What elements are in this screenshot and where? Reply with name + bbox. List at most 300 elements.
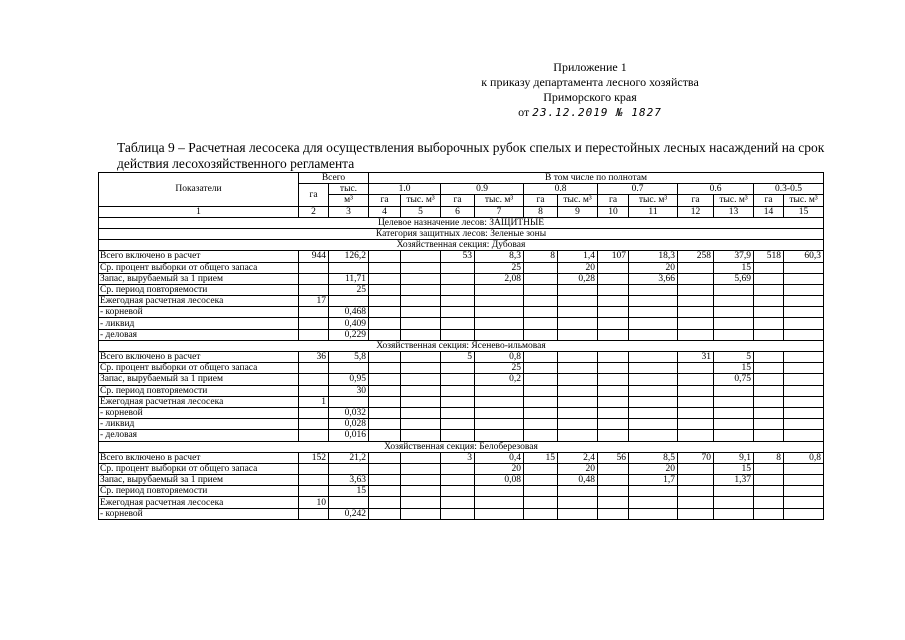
- table-cell: [714, 385, 754, 396]
- table-cell: [441, 273, 475, 284]
- table-cell: [678, 419, 714, 430]
- table-cell: 20: [475, 463, 524, 474]
- table-cell: [558, 329, 598, 340]
- table-cell: 8: [524, 251, 558, 262]
- table-cell: 1: [299, 396, 329, 407]
- table-cell: [629, 296, 678, 307]
- table-cell: [714, 318, 754, 329]
- table-cell: [714, 307, 754, 318]
- row-label: - корневой: [99, 307, 299, 318]
- table-cell: [524, 318, 558, 329]
- table-cell: [401, 273, 441, 284]
- header-ha: га: [369, 195, 401, 206]
- table-cell: [629, 374, 678, 385]
- table-cell: [299, 363, 329, 374]
- table-row: [99, 307, 824, 318]
- table-cell: [678, 318, 714, 329]
- column-number: 11: [629, 206, 678, 217]
- row-label: Ср. период повторяемости: [99, 284, 299, 295]
- table-row: [99, 273, 824, 284]
- table-cell: [714, 296, 754, 307]
- order-reference: к приказу департамента лесного хозяйства: [481, 75, 699, 89]
- table-cell: 3,66: [629, 273, 678, 284]
- table-cell: [299, 307, 329, 318]
- purpose-row: [99, 217, 824, 228]
- table-cell: [784, 486, 824, 497]
- table-cell: 8: [754, 452, 784, 463]
- table-row: [99, 374, 824, 385]
- table-cell: 15: [329, 486, 369, 497]
- table-cell: 944: [299, 251, 329, 262]
- table-cell: 15: [714, 463, 754, 474]
- table-cell: [401, 318, 441, 329]
- table-cell: [558, 318, 598, 329]
- table-cell: [369, 296, 401, 307]
- table-cell: [754, 463, 784, 474]
- table-cell: [754, 374, 784, 385]
- table-cell: 258: [678, 251, 714, 262]
- table-cell: [369, 497, 401, 508]
- table-cell: [714, 486, 754, 497]
- table-cell: [678, 430, 714, 441]
- table-cell: [598, 419, 629, 430]
- table-cell: [475, 497, 524, 508]
- table-cell: [524, 396, 558, 407]
- table-cell: [754, 419, 784, 430]
- table-cell: [558, 508, 598, 519]
- table-cell: 20: [558, 463, 598, 474]
- table-cell: [558, 407, 598, 418]
- table-cell: [754, 407, 784, 418]
- table-cell: [441, 419, 475, 430]
- table-cell: [784, 396, 824, 407]
- table-cell: [558, 296, 598, 307]
- table-cell: [678, 396, 714, 407]
- table-cell: [598, 307, 629, 318]
- table-cell: 56: [598, 452, 629, 463]
- table-cell: [369, 284, 401, 295]
- table-cell: [369, 475, 401, 486]
- column-number: 6: [441, 206, 475, 217]
- table-cell: 1,4: [558, 251, 598, 262]
- order-date-line: [440, 105, 740, 120]
- column-number: 7: [475, 206, 524, 217]
- table-cell: [401, 407, 441, 418]
- table-row: [99, 396, 824, 407]
- table-cell: [629, 486, 678, 497]
- table-cell: [401, 419, 441, 430]
- row-label: Ежегодная расчетная лесосека: [99, 497, 299, 508]
- table-cell: [369, 385, 401, 396]
- table-row: [99, 251, 824, 262]
- column-number: 13: [714, 206, 754, 217]
- handwritten-date-number: 23.12.2019 № 1827: [532, 106, 662, 119]
- table-cell: [558, 385, 598, 396]
- header-ha: га: [598, 195, 629, 206]
- region-name: Приморского края: [543, 90, 637, 104]
- table-cell: [299, 374, 329, 385]
- table-cell: [524, 463, 558, 474]
- row-label: - деловая: [99, 329, 299, 340]
- header-thous-m3: тыс. м³: [784, 195, 824, 206]
- table-cell: [441, 374, 475, 385]
- table-cell: [299, 385, 329, 396]
- row-label: Всего включено в расчет: [99, 352, 299, 363]
- column-number-row: [99, 206, 824, 217]
- table-cell: 0,95: [329, 374, 369, 385]
- table-cell: [598, 318, 629, 329]
- table-cell: 25: [475, 363, 524, 374]
- table-cell: [524, 374, 558, 385]
- table-cell: [784, 329, 824, 340]
- table-cell: [629, 508, 678, 519]
- table-cell: [598, 430, 629, 441]
- table-row: [99, 475, 824, 486]
- table-cell: 0,75: [714, 374, 754, 385]
- section-header-row: [99, 441, 824, 452]
- table-cell: 25: [475, 262, 524, 273]
- table-cell: 5: [441, 352, 475, 363]
- column-number: 10: [598, 206, 629, 217]
- table-cell: [678, 296, 714, 307]
- table-cell: [558, 284, 598, 295]
- table-cell: [558, 352, 598, 363]
- table-cell: [754, 352, 784, 363]
- table-cell: [598, 352, 629, 363]
- table-cell: 0,08: [475, 475, 524, 486]
- table-cell: [754, 262, 784, 273]
- table-cell: [598, 363, 629, 374]
- table-title: [95, 140, 865, 172]
- table-cell: [475, 407, 524, 418]
- table-cell: [754, 273, 784, 284]
- table-title-line1: Таблица 9 – Расчетная лесосека для осуществления выборочных рубок спелых и перестойных лесных насаждений на срок: [117, 140, 825, 155]
- table-cell: [441, 497, 475, 508]
- table-cell: [369, 452, 401, 463]
- table-cell: [754, 475, 784, 486]
- table-cell: [369, 486, 401, 497]
- table-cell: [678, 475, 714, 486]
- table-cell: [524, 508, 558, 519]
- row-label: - корневой: [99, 508, 299, 519]
- forest-purpose: Целевое назначение лесов: ЗАЩИТНЫЕ: [99, 217, 824, 228]
- table-row: [99, 508, 824, 519]
- table-cell: 3,63: [329, 475, 369, 486]
- table-cell: [475, 296, 524, 307]
- column-number: 1: [99, 206, 299, 217]
- table-cell: [441, 385, 475, 396]
- table-cell: [754, 430, 784, 441]
- table-cell: [299, 407, 329, 418]
- table-cell: [369, 419, 401, 430]
- table-row: [99, 318, 824, 329]
- table-cell: 0,016: [329, 430, 369, 441]
- table-cell: [441, 329, 475, 340]
- table-cell: [598, 463, 629, 474]
- table-cell: [598, 407, 629, 418]
- table-cell: [784, 430, 824, 441]
- table-cell: [369, 508, 401, 519]
- table-cell: 0,8: [475, 352, 524, 363]
- table-cell: [299, 419, 329, 430]
- table-cell: [401, 475, 441, 486]
- table-cell: 2,08: [475, 273, 524, 284]
- table-cell: [598, 486, 629, 497]
- table-cell: [678, 497, 714, 508]
- table-cell: [329, 396, 369, 407]
- table-cell: [475, 486, 524, 497]
- table-cell: [754, 296, 784, 307]
- table-cell: [598, 296, 629, 307]
- table-cell: [369, 463, 401, 474]
- table-cell: [475, 419, 524, 430]
- table-cell: [598, 475, 629, 486]
- table-cell: [714, 396, 754, 407]
- table-cell: [401, 296, 441, 307]
- table-row: [99, 296, 824, 307]
- appendix-header: [440, 60, 740, 120]
- row-label: Ср. процент выборки от общего запаса: [99, 363, 299, 374]
- table-cell: [329, 262, 369, 273]
- table-row: [99, 284, 824, 295]
- section-name: Хозяйственная секция: Белоберезовая: [99, 441, 824, 452]
- table-row: [99, 486, 824, 497]
- table-row: [99, 352, 824, 363]
- table-cell: [441, 318, 475, 329]
- table-cell: 20: [629, 262, 678, 273]
- table-row: [99, 385, 824, 396]
- table-cell: [475, 508, 524, 519]
- table-cell: [714, 430, 754, 441]
- table-cell: [441, 486, 475, 497]
- header-total: Всего: [299, 173, 369, 184]
- table-cell: 3: [441, 452, 475, 463]
- table-cell: [784, 463, 824, 474]
- table-cell: 17: [299, 296, 329, 307]
- table-cell: 53: [441, 251, 475, 262]
- table-cell: 0,409: [329, 318, 369, 329]
- table-cell: [754, 318, 784, 329]
- table-cell: [299, 508, 329, 519]
- table-cell: [558, 363, 598, 374]
- header-ha: га: [441, 195, 475, 206]
- table-cell: 25: [329, 284, 369, 295]
- table-cell: [299, 486, 329, 497]
- table-cell: 10: [299, 497, 329, 508]
- table-cell: [524, 385, 558, 396]
- table-cell: 30: [329, 385, 369, 396]
- table-cell: [369, 374, 401, 385]
- table-cell: 37,9: [714, 251, 754, 262]
- table-row: [99, 407, 824, 418]
- table-cell: [784, 284, 824, 295]
- table-row: [99, 262, 824, 273]
- table-cell: 5,69: [714, 273, 754, 284]
- table-cell: [629, 419, 678, 430]
- table-cell: 15: [714, 262, 754, 273]
- table-cell: [558, 374, 598, 385]
- table-cell: 18,3: [629, 251, 678, 262]
- section-name: Хозяйственная секция: Ясенево-ильмовая: [99, 340, 824, 351]
- table-cell: [629, 430, 678, 441]
- table-cell: 0,4: [475, 452, 524, 463]
- header-including-by-density: В том числе по полнотам: [369, 173, 824, 184]
- table-cell: [441, 407, 475, 418]
- table-cell: [369, 352, 401, 363]
- table-cell: [754, 385, 784, 396]
- table-cell: [678, 329, 714, 340]
- table-title-line2: действия лесохозяйственного регламента: [117, 156, 355, 171]
- appendix-label: Приложение 1: [553, 60, 627, 74]
- table-cell: [598, 329, 629, 340]
- table-cell: [784, 497, 824, 508]
- header-ha: га: [754, 195, 784, 206]
- table-cell: [784, 352, 824, 363]
- table-cell: [678, 273, 714, 284]
- table-cell: [678, 284, 714, 295]
- table-cell: [629, 385, 678, 396]
- table-cell: [714, 419, 754, 430]
- table-cell: [401, 329, 441, 340]
- table-cell: 0,8: [784, 452, 824, 463]
- header-total-ha: га: [299, 184, 329, 206]
- table-cell: [714, 407, 754, 418]
- table-cell: [369, 318, 401, 329]
- table-cell: [784, 407, 824, 418]
- table-cell: [754, 508, 784, 519]
- table-cell: [524, 363, 558, 374]
- row-label: Ежегодная расчетная лесосека: [99, 296, 299, 307]
- table-cell: [441, 296, 475, 307]
- section-header-row: [99, 240, 824, 251]
- table-cell: 0,242: [329, 508, 369, 519]
- forest-category: Категория защитных лесов: Зеленые зоны: [99, 228, 824, 239]
- table-cell: [784, 508, 824, 519]
- section-name: Хозяйственная секция: Дубовая: [99, 240, 824, 251]
- row-label: Всего включено в расчет: [99, 452, 299, 463]
- table-cell: 2,4: [558, 452, 598, 463]
- table-cell: [369, 363, 401, 374]
- table-cell: [524, 407, 558, 418]
- table-cell: [401, 363, 441, 374]
- table-cell: [754, 329, 784, 340]
- table-cell: [441, 430, 475, 441]
- table-cell: [329, 463, 369, 474]
- table-cell: [401, 463, 441, 474]
- table-cell: 152: [299, 452, 329, 463]
- table-cell: 518: [754, 251, 784, 262]
- table-cell: [598, 385, 629, 396]
- table-cell: [524, 296, 558, 307]
- table-cell: [598, 374, 629, 385]
- table-cell: [714, 508, 754, 519]
- table-cell: [784, 273, 824, 284]
- row-label: Ср. период повторяемости: [99, 385, 299, 396]
- table-cell: [475, 329, 524, 340]
- table-cell: 1,37: [714, 475, 754, 486]
- table-cell: [678, 262, 714, 273]
- table-cell: [598, 284, 629, 295]
- table-cell: 11,71: [329, 273, 369, 284]
- table-cell: 5: [714, 352, 754, 363]
- table-cell: [558, 486, 598, 497]
- table-cell: [299, 329, 329, 340]
- table-cell: [441, 396, 475, 407]
- row-label: Запас, вырубаемый за 1 прием: [99, 273, 299, 284]
- table-cell: 36: [299, 352, 329, 363]
- column-number: 8: [524, 206, 558, 217]
- column-number: 3: [329, 206, 369, 217]
- column-number: 2: [299, 206, 329, 217]
- table-cell: 60,3: [784, 251, 824, 262]
- table-cell: [441, 262, 475, 273]
- row-label: - корневой: [99, 407, 299, 418]
- header-density-0-7: 0.7: [598, 184, 678, 195]
- table-cell: [629, 396, 678, 407]
- table-cell: [524, 352, 558, 363]
- table-cell: [784, 374, 824, 385]
- table-cell: 20: [629, 463, 678, 474]
- table-cell: [678, 508, 714, 519]
- table-cell: 9,1: [714, 452, 754, 463]
- table-cell: 1,7: [629, 475, 678, 486]
- row-label: Ежегодная расчетная лесосека: [99, 396, 299, 407]
- table-cell: 8,3: [475, 251, 524, 262]
- table-cell: [441, 463, 475, 474]
- table-cell: [754, 486, 784, 497]
- row-label: - деловая: [99, 430, 299, 441]
- table-cell: [369, 262, 401, 273]
- table-cell: 31: [678, 352, 714, 363]
- table-cell: [754, 396, 784, 407]
- table-cell: 0,468: [329, 307, 369, 318]
- table-cell: [524, 430, 558, 441]
- table-cell: [629, 352, 678, 363]
- allowable-cut-table: [98, 172, 824, 520]
- table-cell: [754, 284, 784, 295]
- header-total-thous: тыс.: [329, 184, 369, 195]
- table-cell: [329, 296, 369, 307]
- table-cell: 5,8: [329, 352, 369, 363]
- header-thous-m3: тыс. м³: [629, 195, 678, 206]
- column-number: 4: [369, 206, 401, 217]
- header-density-0-6: 0.6: [678, 184, 754, 195]
- table-cell: [401, 497, 441, 508]
- table-cell: [401, 251, 441, 262]
- table-cell: [558, 419, 598, 430]
- table-cell: [754, 497, 784, 508]
- table-cell: [401, 385, 441, 396]
- table-cell: [401, 262, 441, 273]
- table-row: [99, 452, 824, 463]
- table-cell: 126,2: [329, 251, 369, 262]
- table-cell: [369, 273, 401, 284]
- table-cell: [441, 508, 475, 519]
- table-row: [99, 430, 824, 441]
- table-cell: [678, 385, 714, 396]
- table-cell: [678, 486, 714, 497]
- table-cell: [369, 329, 401, 340]
- table-cell: [401, 508, 441, 519]
- table-cell: [598, 262, 629, 273]
- header-thous-m3: тыс. м³: [475, 195, 524, 206]
- table-cell: [598, 497, 629, 508]
- table-cell: [401, 486, 441, 497]
- header-density-1-0: 1.0: [369, 184, 441, 195]
- table-cell: [598, 396, 629, 407]
- table-cell: [629, 307, 678, 318]
- header-density-0-8: 0.8: [524, 184, 598, 195]
